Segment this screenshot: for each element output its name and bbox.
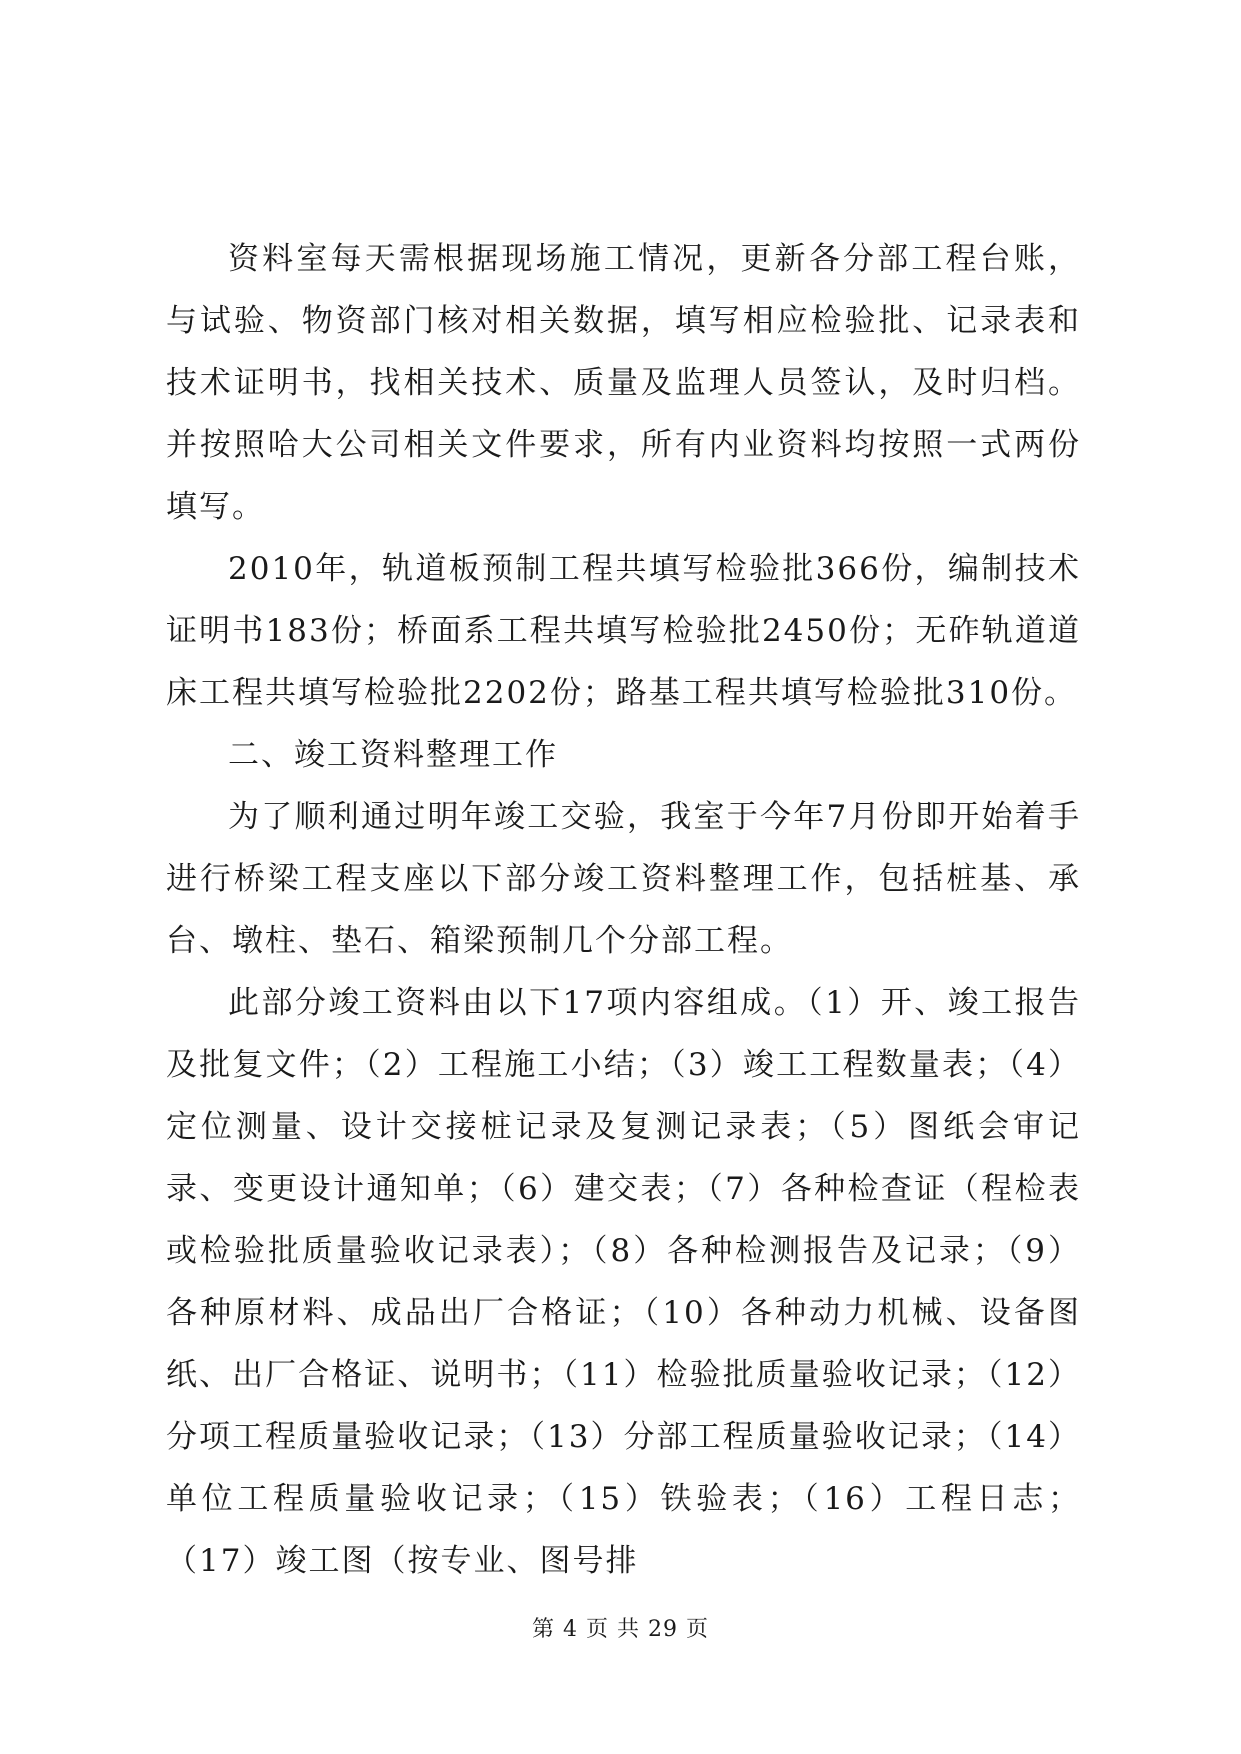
paragraph-2010-statistics: 2010年，轨道板预制工程共填写检验批366份，编制技术证明书183份；桥面系工程共填写检验批2450份；无砟轨道道床工程共填写检验批2202份；路基工程共填写检验批310份。 (166, 551, 1081, 711)
page-number-footer: 第 4 页 共 29 页 (532, 1617, 709, 1642)
section-heading-completion-docs: 二、竣工资料整理工作 (228, 737, 558, 773)
paragraph-17-items: 此部分竣工资料由以下17项内容组成。（1）开、竣工报告及批复文件；（2）工程施工小结；（3）竣工工程数量表；（4）定位测量、设计交接桩记录及复测记录表；（5）图纸会审记录、变更设计通知单；（6）建交表；（7）各种检查证（程检表或检验批质量验收记录表）；（8）各种检测报告及记录；（9）各种原材料、成品出厂合格证；（10）各种动力机械、设备图纸、出厂合格证、说明书；（11）检验批质量验收记录；（12）分项工程质量验收记录；（13）分部工程质量验收记录；（14）单位工程质量验收记录；（15）铁验表；（16）工程日志；（17）竣工图（按专业、图号排 (166, 985, 1081, 1579)
paragraph-completion-prep: 为了顺利通过明年竣工交验，我室于今年7月份即开始着手进行桥梁工程支座以下部分竣工资料整理工作，包括桩基、承台、墩柱、垫石、箱梁预制几个分部工程。 (166, 799, 1081, 959)
paragraph-archive-duties: 资料室每天需根据现场施工情况，更新各分部工程台账，与试验、物资部门核对相关数据，填写相应检验批、记录表和技术证明书，找相关技术、质量及监理人员签认，及时归档。并按照哈大公司相关文件要求，所有内业资料均按照一式两份填写。 (166, 241, 1081, 525)
document-body (166, 228, 1081, 1592)
